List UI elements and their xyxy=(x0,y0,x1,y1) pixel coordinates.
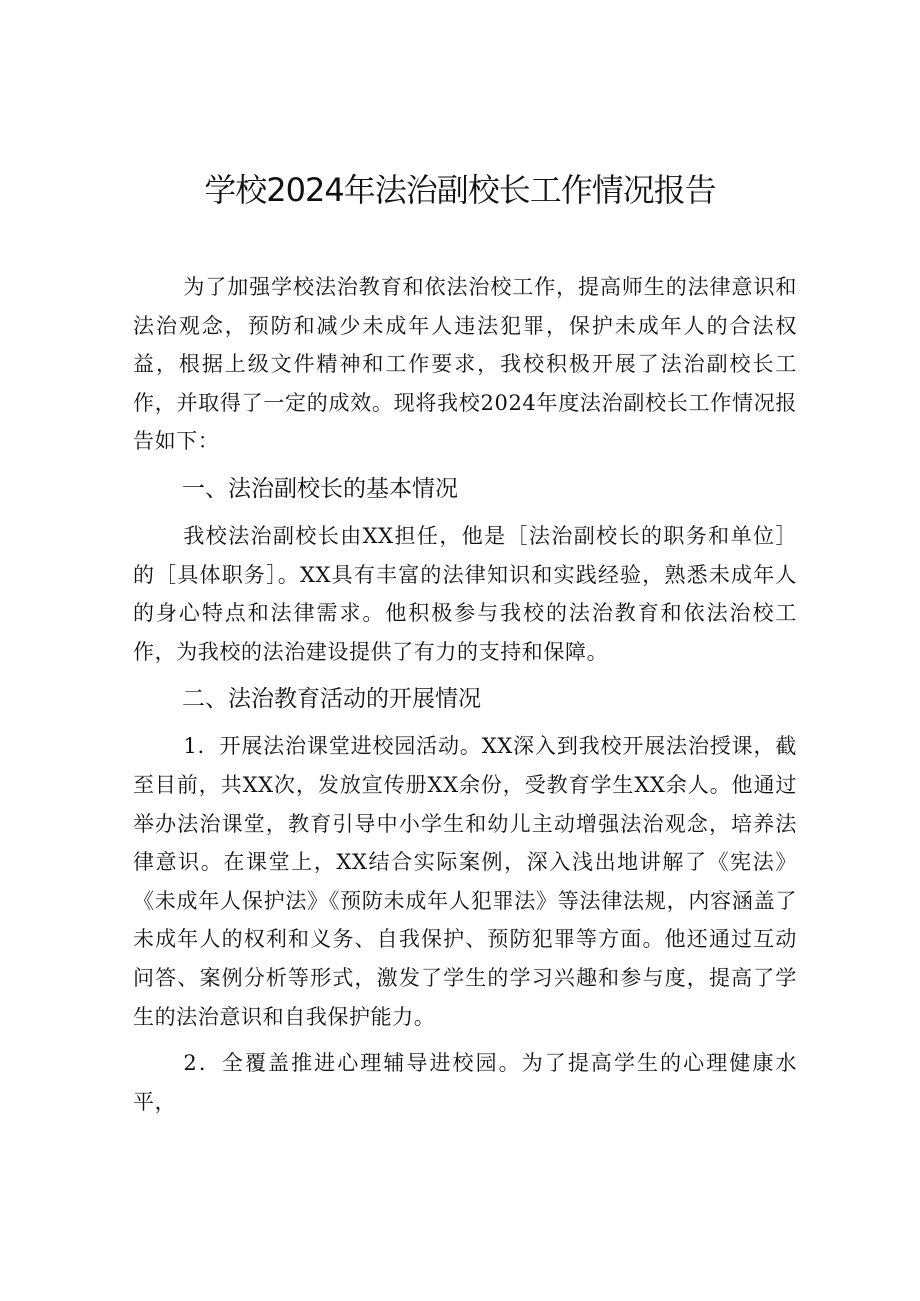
section-2-item-1-paragraph: 1．开展法治课堂进校园活动。XX深入到我校开展法治授课，截至目前，共XX次，发放宣传册XX余份，受教育学生XX余人。他通过举办法治课堂，教育引导中小学生和幼儿主动增强法治观念，培养法律意识。在课堂上，XX结合实际案例，深入浅出地讲解了《宪法》《未成年人保护法》《预防未成年人犯罪法》等法律法规，内容涵盖了未成年人的权利和义务、自我保护、预防犯罪等方面。他还通过互动问答、案例分析等形式，激发了学生的学习兴趣和参与度，提高了学生的法治意识和自我保护能力。 xyxy=(133,734,797,1029)
section-2-item-2-paragraph: 2．全覆盖推进心理辅导进校园。为了提高学生的心理健康水平， xyxy=(133,1051,797,1114)
section-1-heading: 一、法治副校长的基本情况 xyxy=(182,475,458,502)
section-2-heading: 二、法治教育活动的开展情况 xyxy=(182,686,481,713)
intro-paragraph: 为了加强学校法治教育和依法治校工作，提高师生的法律意识和法治观念，预防和减少未成年人违法犯罪，保护未成年人的合法权益，根据上级文件精神和工作要求，我校积极开展了法治副校长工作，并取得了一定的成效。现将我校2024年度法治副校长工作情况报告如下： xyxy=(133,275,797,454)
section-1-paragraph: 我校法治副校长由XX担任，他是［法治副校长的职务和单位］的［具体职务］。XX具有丰富的法律知识和实践经验，熟悉未成年人的身心特点和法律需求。他积极参与我校的法治教育和依法治校工作，为我校的法治建设提供了有力的支持和保障。 xyxy=(133,523,797,664)
document-body xyxy=(133,268,797,1129)
document-title: 学校2024年法治副校长工作情况报告 xyxy=(204,171,716,209)
